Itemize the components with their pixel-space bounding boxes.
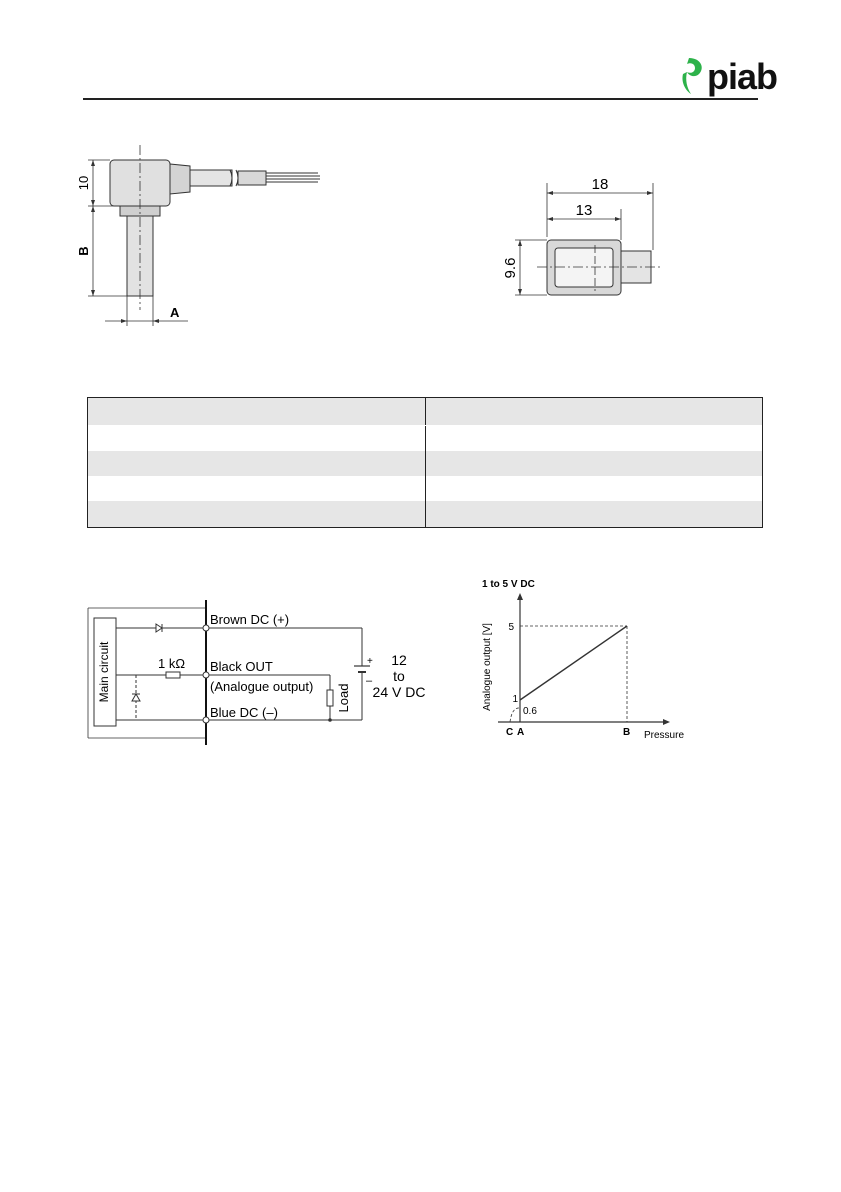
x-tick-C: C: [506, 727, 514, 738]
table-cell: [88, 426, 424, 451]
table-cell: [88, 501, 424, 527]
table-cell: [425, 476, 762, 501]
y-tick-5: 5: [508, 622, 514, 633]
dimension-10: 10: [76, 175, 91, 191]
table-row: [88, 501, 762, 527]
table-row: [88, 476, 762, 501]
table-cell: [425, 426, 762, 451]
dimension-9-6: 9.6: [502, 257, 519, 279]
table-cell: [88, 476, 424, 501]
supply-label-1: 12: [391, 652, 407, 668]
black-wire-label: Black OUT: [210, 659, 273, 674]
table-cell: [425, 398, 762, 425]
load-label: Load: [336, 683, 351, 713]
wiring-circuit-diagram: [82, 600, 442, 745]
y-tick-1: 1: [512, 694, 518, 705]
analogue-output-label: (Analogue output): [210, 679, 314, 694]
dimension-13: 13: [575, 202, 593, 219]
battery-plus-label: +: [367, 656, 373, 667]
y-axis-label: Analogue output [V]: [482, 623, 493, 711]
battery-minus-label: –: [366, 675, 373, 687]
resistor-label: 1 kΩ: [158, 656, 186, 671]
dimension-B: B: [76, 246, 91, 256]
supply-label-2: to: [393, 668, 405, 684]
output-line: [520, 626, 627, 700]
sensor-side-view-drawing: [70, 140, 350, 340]
graph-title: 1 to 5 V DC: [482, 579, 535, 590]
x-tick-A: A: [517, 727, 525, 738]
supply-label-3: 24 V DC: [372, 684, 426, 700]
analogue-output-graph: [470, 575, 705, 745]
table-cell: [425, 451, 762, 476]
y-tick-0-6: 0.6: [523, 706, 537, 717]
x-tick-B: B: [623, 727, 631, 738]
piab-swirl-icon: [677, 54, 707, 98]
table-row: [88, 398, 762, 426]
header-rule: [83, 98, 758, 100]
table-cell: [425, 501, 762, 527]
brand-name: piab: [707, 56, 778, 97]
table-row: [88, 426, 762, 451]
piab-logo: [683, 54, 778, 98]
sensor-top-view-drawing: [495, 165, 675, 310]
table-cell: [88, 398, 424, 425]
dimension-A: A: [170, 305, 180, 320]
table-row: [88, 451, 762, 476]
blue-wire-label: Blue DC (–): [210, 705, 278, 720]
main-circuit-label: Main circuit: [97, 641, 111, 703]
dimension-18: 18: [591, 176, 609, 193]
dimension-table: [87, 397, 763, 528]
table-cell: [88, 451, 424, 476]
x-axis-label: Pressure: [644, 730, 685, 741]
brown-wire-label: Brown DC (+): [210, 612, 290, 627]
